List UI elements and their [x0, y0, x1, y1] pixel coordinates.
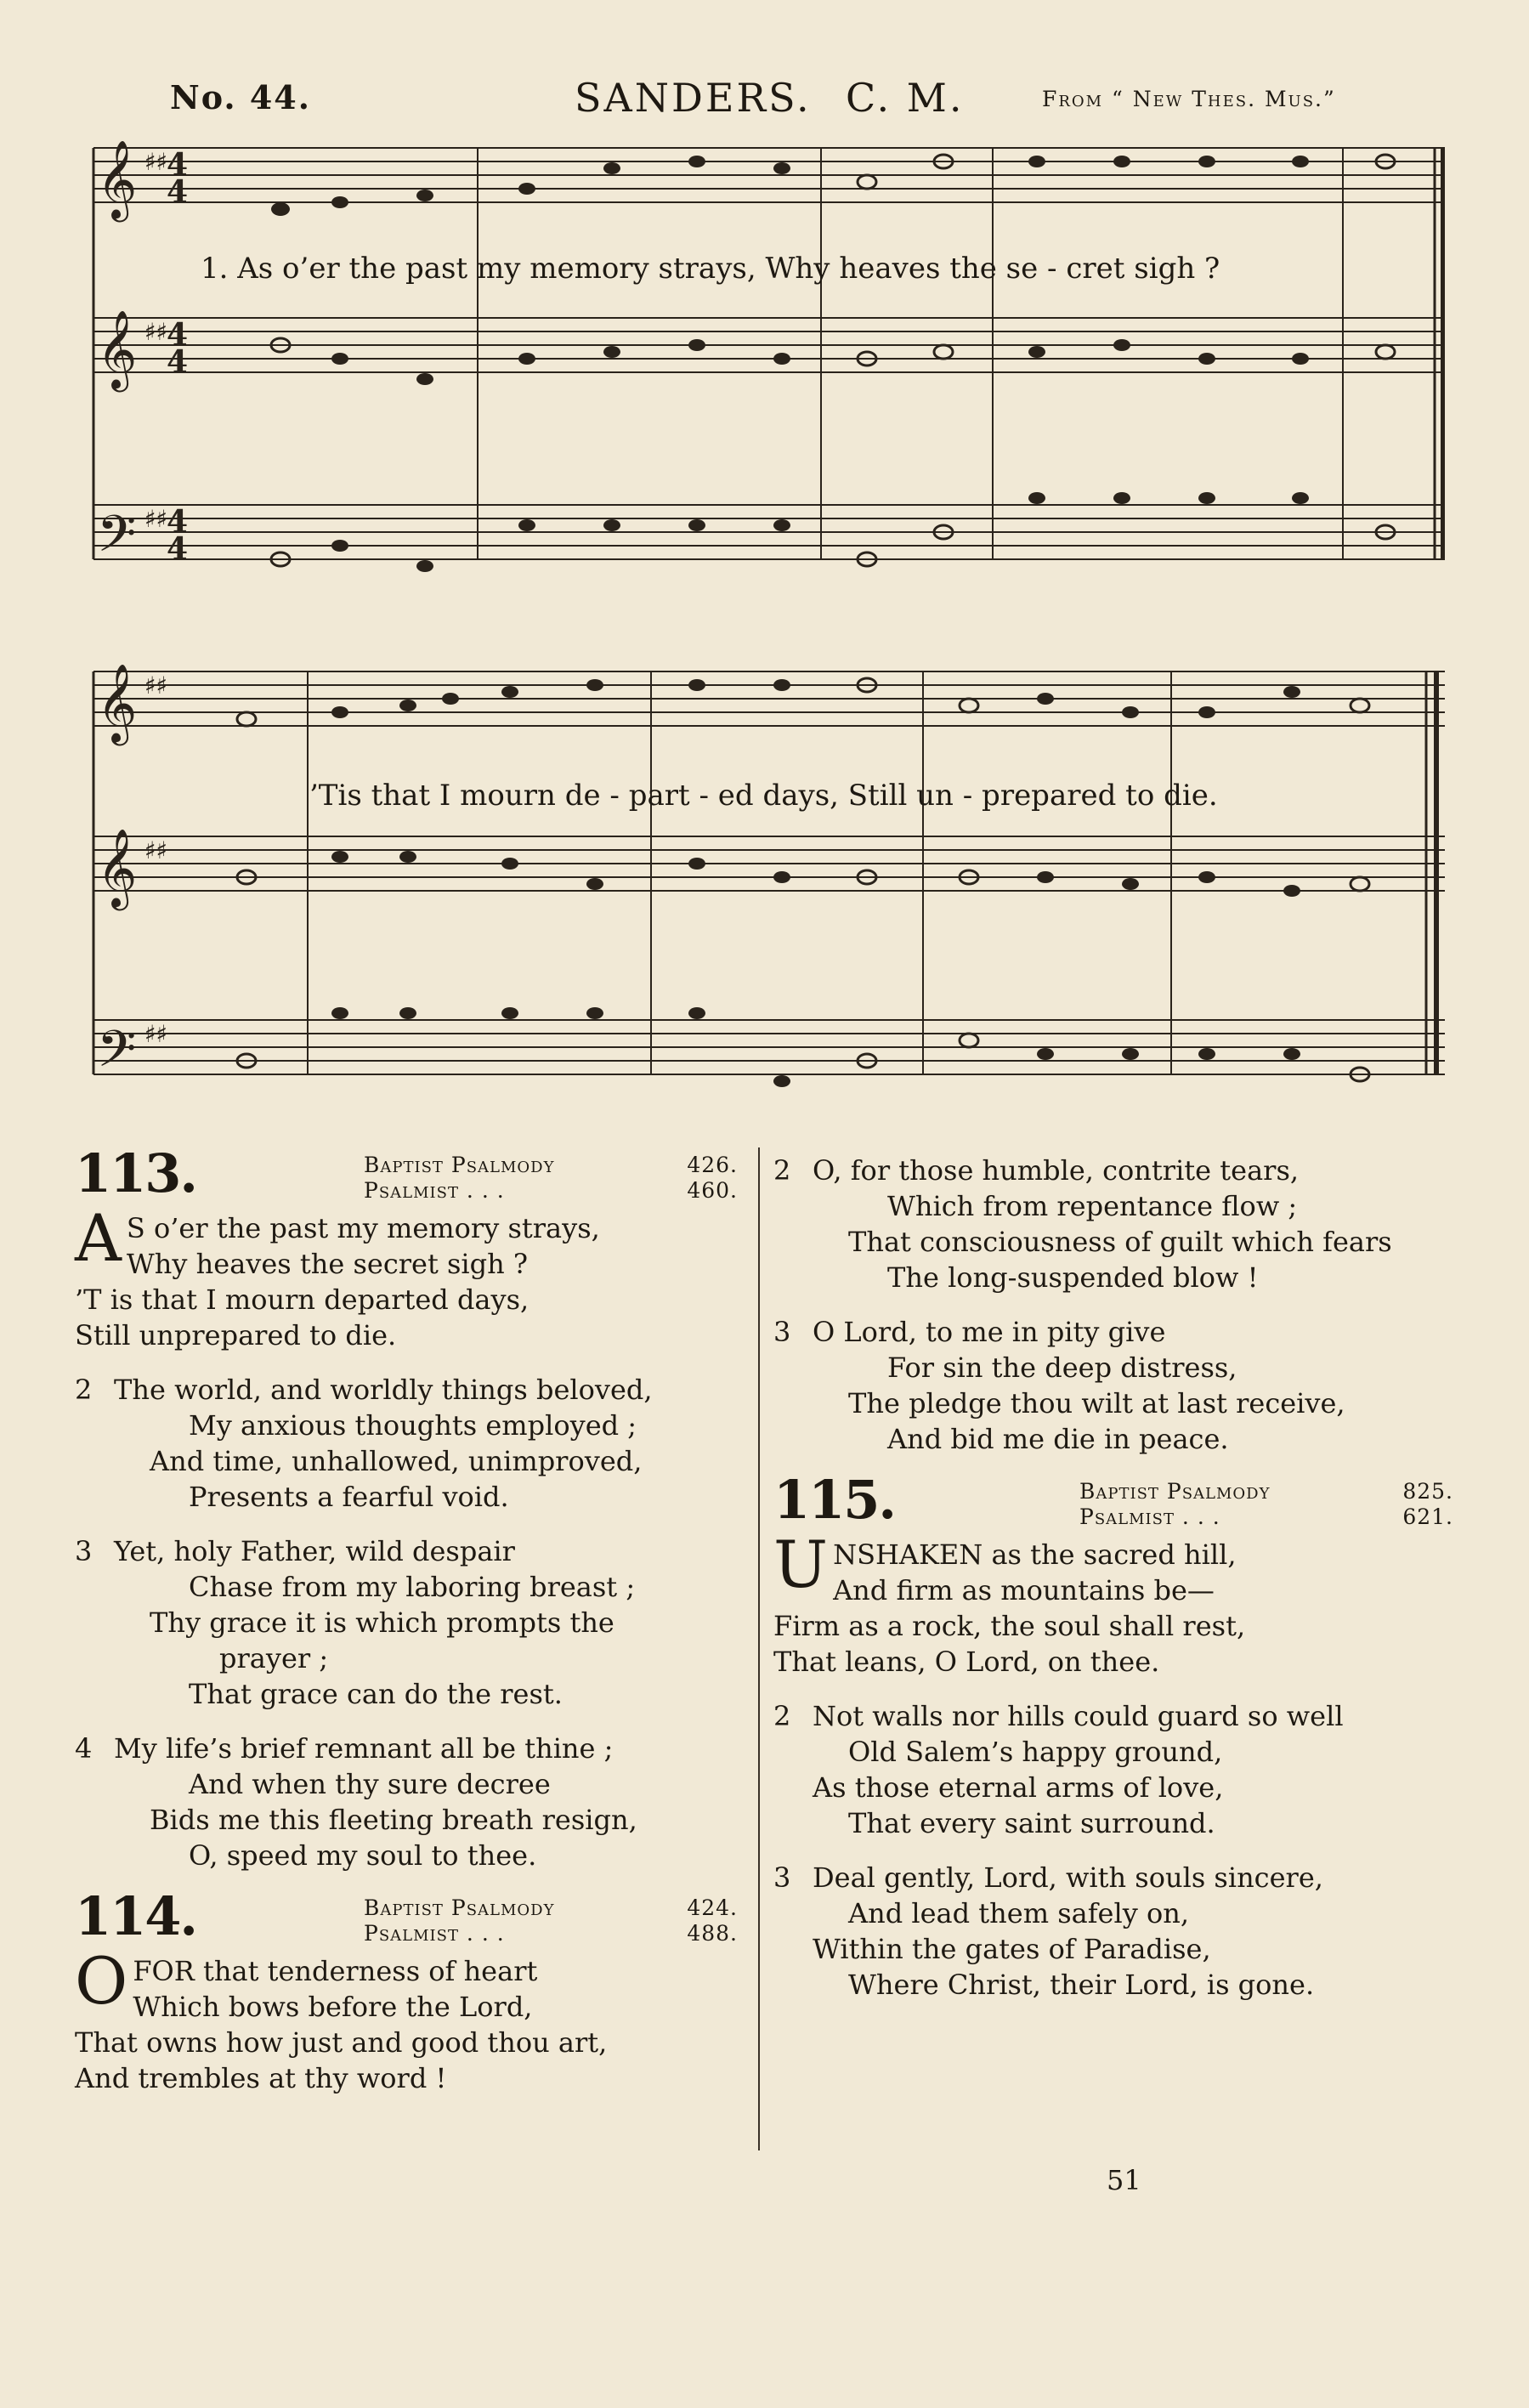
svg-text:♯♯: ♯♯ — [144, 836, 168, 864]
hymn-references — [1079, 1479, 1453, 1530]
reference-book: Baptist Psalmody — [1079, 1479, 1271, 1504]
reference-row — [364, 1153, 738, 1178]
verse-line: As those eternal arms of love, — [813, 1771, 1224, 1804]
verse-line: Not walls nor hills could guard so well — [813, 1700, 1344, 1732]
stanza-number: 3 — [773, 1316, 791, 1348]
verse-line: My anxious thoughts employed ; — [189, 1409, 637, 1442]
stanza-1 — [75, 1200, 738, 1353]
tune-meter: C. M. — [846, 75, 965, 121]
music-system-2 — [85, 654, 1445, 1113]
svg-text:♯♯: ♯♯ — [144, 505, 168, 533]
svg-text:♯♯: ♯♯ — [144, 148, 168, 176]
reference-number: 621. — [1402, 1504, 1453, 1529]
verse-line: S o’er the past my memory strays, — [126, 1212, 600, 1244]
svg-text:4: 4 — [167, 504, 189, 540]
stanza-number: 2 — [773, 1700, 791, 1732]
svg-text:𝄞: 𝄞 — [97, 309, 138, 388]
bass-staff-2 — [93, 1020, 1445, 1074]
verse-line: That leans, O Lord, on thee. — [773, 1646, 1160, 1678]
verse-line: Which from repentance flow ; — [887, 1190, 1298, 1222]
verse-line: That consciousness of guilt which fears — [848, 1226, 1392, 1258]
left-column — [75, 1142, 738, 2118]
hymn-references — [364, 1153, 738, 1204]
stanza-3 — [773, 1314, 1453, 1457]
reference-book: Baptist Psalmody — [364, 1153, 555, 1177]
verse-line: Within the gates of Paradise, — [813, 1933, 1211, 1965]
column-divider — [758, 1147, 760, 2150]
svg-text:𝄢: 𝄢 — [97, 504, 137, 575]
verse-line: Presents a fearful void. — [189, 1481, 509, 1513]
svg-text:𝄞: 𝄞 — [97, 663, 138, 742]
svg-text:♯♯: ♯♯ — [144, 318, 168, 346]
verse-line: O, speed my soul to thee. — [189, 1839, 537, 1872]
reference-book: Psalmist . . . — [364, 1921, 505, 1946]
verse-line: And time, unhallowed, unimproved, — [150, 1445, 643, 1477]
reference-number: 488. — [687, 1921, 738, 1946]
verse-line: ’T is that I mourn departed days, — [75, 1283, 529, 1316]
bass-staff — [93, 505, 1445, 559]
verse-line: Why heaves the secret sigh ? — [126, 1248, 529, 1280]
verse-line: prayer ; — [219, 1642, 329, 1674]
staff-group-1 — [85, 136, 1445, 595]
svg-text:4: 4 — [167, 344, 189, 380]
stanza-3 — [75, 1533, 738, 1712]
hymn-number: 115. — [773, 1469, 896, 1531]
reference-row — [364, 1895, 738, 1921]
verse-line: O, for those humble, contrite tears, — [813, 1154, 1300, 1187]
reference-row — [1079, 1479, 1453, 1504]
staff-group-2 — [85, 654, 1445, 1113]
svg-text:4: 4 — [167, 531, 189, 567]
page-number: 51 — [1107, 2164, 1141, 2196]
verse-line: NSHAKEN as the sacred hill, — [833, 1538, 1237, 1571]
verse-line: Where Christ, their Lord, is gone. — [848, 1969, 1315, 2001]
hymn-115-header — [773, 1469, 1453, 1537]
svg-text:♯♯: ♯♯ — [144, 1020, 168, 1048]
reference-book: Psalmist . . . — [364, 1178, 505, 1203]
hymn-number: 113. — [75, 1142, 197, 1204]
verse-line: Chase from my laboring breast ; — [189, 1571, 636, 1603]
treble-staff-lower-2 — [93, 836, 1445, 891]
hymn-115 — [773, 1469, 1453, 2003]
verse-line: The long-suspended blow ! — [887, 1261, 1259, 1294]
hymn-references — [364, 1895, 738, 1946]
treble-staff-upper — [93, 148, 1445, 202]
reference-number: 825. — [1402, 1479, 1453, 1504]
lyric-line-2: ’Tis that I mourn de - part - ed days, Still un - prepared to die. — [309, 779, 1218, 813]
svg-text:𝄢: 𝄢 — [97, 1019, 137, 1091]
hymn-113-header — [75, 1142, 738, 1210]
svg-text:4: 4 — [167, 317, 189, 353]
svg-text:4: 4 — [167, 174, 189, 210]
treble-staff-lower — [93, 318, 1445, 372]
drop-cap: U — [773, 1527, 829, 1602]
verse-line: Old Salem’s happy ground, — [848, 1736, 1223, 1768]
reference-number: 426. — [687, 1153, 738, 1177]
verse-line: That grace can do the rest. — [189, 1678, 563, 1710]
svg-text:4: 4 — [167, 147, 189, 183]
stanza-1 — [75, 1943, 738, 2096]
verse-line: My life’s brief remnant all be thine ; — [114, 1732, 614, 1765]
tune-name: SANDERS. — [575, 75, 812, 121]
verse-line: For sin the deep distress, — [887, 1351, 1237, 1384]
stanza-1 — [773, 1527, 1453, 1680]
hymn-114-header — [75, 1885, 738, 1953]
music-system-1 — [85, 136, 1445, 595]
stanza-number: 3 — [75, 1535, 93, 1567]
verse-line: That owns how just and good thou art, — [75, 2026, 608, 2059]
verse-line: Which bows before the Lord, — [133, 1991, 533, 2023]
stanza-3 — [773, 1860, 1453, 2003]
verse-line: FOR that tenderness of heart — [133, 1955, 538, 1987]
verse-line: O Lord, to me in pity give — [813, 1316, 1166, 1348]
right-column — [773, 1153, 1453, 2025]
stanza-2 — [773, 1698, 1453, 1841]
lyric-line-1: 1. As o’er the past my memory strays, Why heaves the se - cret sigh ? — [201, 252, 1220, 286]
verse-line: And firm as mountains be— — [833, 1574, 1215, 1606]
verse-line: And lead them safely on, — [848, 1897, 1190, 1929]
verse-line: Deal gently, Lord, with souls sincere, — [813, 1861, 1323, 1894]
reference-row — [364, 1921, 738, 1946]
tune-source: From “ New Thes. Mus.” — [1042, 87, 1336, 111]
verse-line: Yet, holy Father, wild despair — [114, 1535, 515, 1567]
reference-book: Psalmist . . . — [1079, 1504, 1220, 1529]
note-heads-system-1 — [271, 155, 1395, 572]
stanza-2 — [773, 1153, 1453, 1295]
stanza-number: 2 — [75, 1374, 93, 1406]
hymn-number: 114. — [75, 1885, 197, 1947]
verse-line: And when thy sure decree — [189, 1768, 551, 1800]
verse-line: That every saint surround. — [848, 1807, 1215, 1839]
drop-cap: A — [75, 1200, 122, 1276]
svg-text:♯♯: ♯♯ — [144, 671, 168, 700]
drop-cap: O — [75, 1943, 128, 2019]
tune-number: No. 44. — [170, 78, 311, 116]
hymn-114 — [75, 1885, 738, 2096]
verse-line: Still unprepared to die. — [75, 1319, 397, 1351]
reference-number: 424. — [687, 1895, 738, 1920]
verse-line: Thy grace it is which prompts the — [150, 1606, 614, 1639]
note-heads-system-2 — [237, 678, 1369, 1087]
page-header — [0, 75, 1529, 129]
treble-staff-upper-2 — [93, 671, 1445, 726]
svg-text:𝄞: 𝄞 — [97, 139, 138, 218]
verse-line: And bid me die in peace. — [887, 1423, 1229, 1455]
svg-text:𝄞: 𝄞 — [97, 828, 138, 907]
stanza-number: 4 — [75, 1732, 93, 1765]
hymn-114-continued — [773, 1153, 1453, 1457]
verse-line: The pledge thou wilt at last receive, — [848, 1387, 1345, 1419]
reference-number: 460. — [687, 1178, 738, 1203]
stanza-number: 2 — [773, 1154, 791, 1187]
reference-row — [1079, 1504, 1453, 1530]
verse-line: Firm as a rock, the soul shall rest, — [773, 1610, 1246, 1642]
reference-row — [364, 1178, 738, 1204]
stanza-number: 3 — [773, 1861, 791, 1894]
hymn-113 — [75, 1142, 738, 1873]
stanza-4 — [75, 1731, 738, 1873]
stanza-2 — [75, 1372, 738, 1515]
verse-line: Bids me this fleeting breath resign, — [150, 1804, 637, 1836]
reference-book: Baptist Psalmody — [364, 1895, 555, 1920]
verse-line: And trembles at thy word ! — [75, 2062, 447, 2094]
verse-line: The world, and worldly things beloved, — [114, 1374, 653, 1406]
